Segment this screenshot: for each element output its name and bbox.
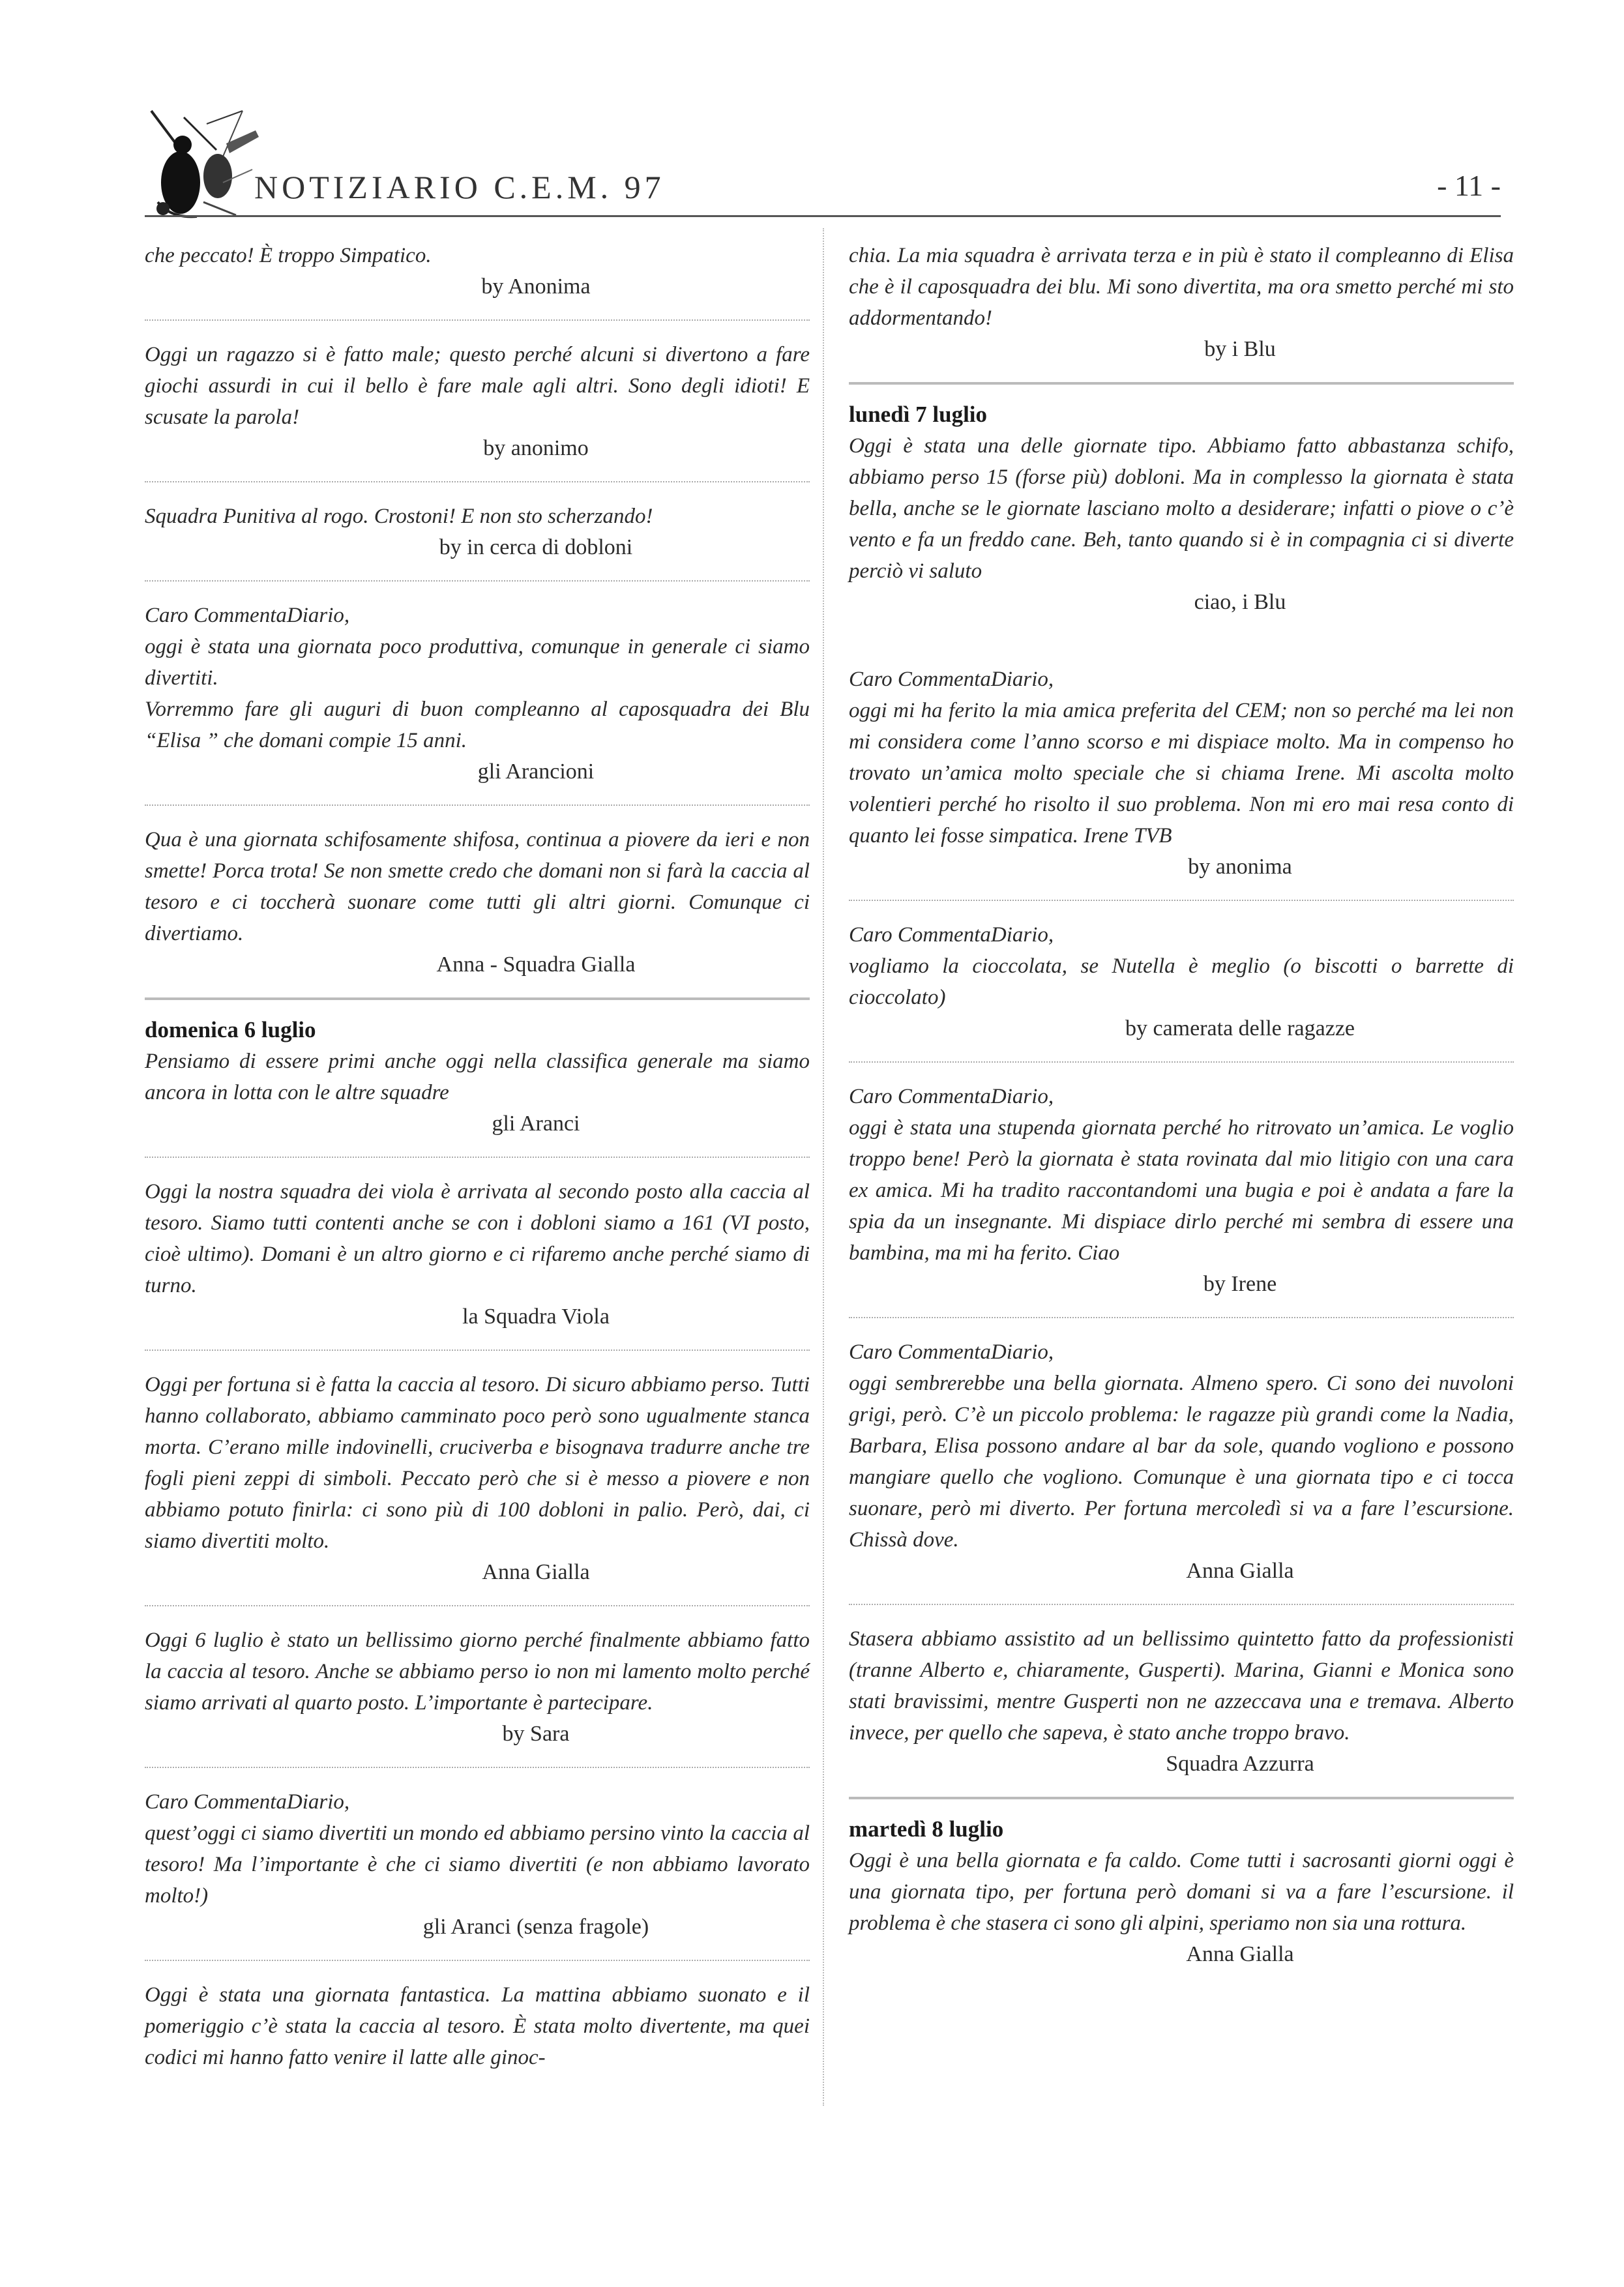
entry-signature: Anna Gialla bbox=[482, 1560, 590, 1584]
entry-signature: by anonima bbox=[1188, 855, 1292, 879]
music-figures-logo-icon bbox=[145, 104, 269, 222]
entry-text: Oggi un ragazzo si è fatto male; questo perché alcuni si divertono a fare giochi assurdi in cui il bello è fare male agli altri. Sono degli idioti! E scusate la parola! bbox=[145, 343, 810, 429]
day-separator bbox=[849, 382, 1514, 385]
entry-text: che peccato! È troppo Simpatico. bbox=[145, 244, 432, 267]
diary-entry bbox=[145, 1176, 810, 1333]
entry-signature: Anna Gialla bbox=[1186, 1942, 1294, 1966]
page-number: - 11 - bbox=[1437, 169, 1501, 202]
diary-entry bbox=[145, 501, 810, 563]
page-header bbox=[145, 104, 1501, 228]
diary-entry bbox=[145, 1369, 810, 1588]
day-separator bbox=[849, 1797, 1514, 1799]
day-separator bbox=[145, 997, 810, 1000]
entry-separator bbox=[849, 900, 1514, 901]
entry-separator bbox=[849, 1604, 1514, 1605]
diary-entry bbox=[849, 1081, 1514, 1300]
entry-text: vogliamo la cioccolata, se Nutella è meglio (o biscotti o barrette di cioccolato) bbox=[849, 954, 1514, 1009]
entry-signature: ciao, i Blu bbox=[1194, 590, 1286, 614]
entry-greeting: Caro CommentaDiario, bbox=[145, 1790, 350, 1814]
entry-text: Qua è una giornata schifosamente shifosa, continua a piovere da ieri e non smette! Porca trota! Se non smette credo che domani non si farà la caccia al tesoro e ci toccherà suonare come tutti gli altri giorni. Comunque ci divertiamo. bbox=[145, 828, 810, 945]
diary-day-entry bbox=[849, 399, 1514, 618]
right-column bbox=[849, 240, 1514, 1970]
entry-text: Pensiamo di essere primi anche oggi nella classifica generale ma siamo ancora in lotta con le altre squadre bbox=[145, 1050, 810, 1104]
diary-entry bbox=[849, 1336, 1514, 1587]
entry-signature: la Squadra Viola bbox=[462, 1305, 610, 1329]
entry-text: Oggi la nostra squadra dei viola è arrivata al secondo posto alla caccia al tesoro. Siamo tutti contenti anche se con i dobloni siamo a 161 (VI posto, cioè ultimo). Domani è un altro giorno e ci rifaremo anche perché siamo di turno. bbox=[145, 1180, 810, 1297]
entry-greeting: Caro CommentaDiario, bbox=[849, 668, 1054, 691]
entry-text: chia. La mia squadra è arrivata terza e in più è stato il compleanno di Elisa che è il caposquadra dei blu. Mi sono divertita, ma ora smetto perché mi sto addormentando! bbox=[849, 244, 1514, 330]
entry-text: Vorremmo fare gli auguri di buon compleanno al caposquadra dei Blu “Elisa ” che domani compie 15 anni. bbox=[145, 698, 810, 752]
entry-separator bbox=[145, 1960, 810, 1961]
entry-signature: Anna Gialla bbox=[1186, 1559, 1294, 1583]
newsletter-title: NOTIZIARIO C.E.M. 97 bbox=[254, 169, 665, 205]
entry-signature: by i Blu bbox=[1204, 337, 1276, 361]
entry-signature: Anna - Squadra Gialla bbox=[436, 952, 636, 977]
entry-date: lunedì 7 luglio bbox=[849, 402, 988, 427]
diary-entry bbox=[849, 1623, 1514, 1780]
entry-separator bbox=[145, 319, 810, 321]
entry-text: Oggi per fortuna si è fatta la caccia al tesoro. Di sicuro abbiamo perso. Tutti hanno collaborato, abbiamo camminato poco però sono ugualmente stanca morta. C’erano mille indovinelli, cruciverba e bisognava tradurre anche tre fogli pieni zeppi di simboli. Peccato però che si è messo a piovere e non abbiamo potuto finirla: ci sono più di 100 dobloni in palio. Però, dai, ci siamo divertiti molto. bbox=[145, 1373, 810, 1553]
entry-signature: by Anonima bbox=[481, 274, 591, 299]
diary-entry bbox=[145, 1786, 810, 1943]
entry-signature: by Sara bbox=[502, 1722, 570, 1746]
entry-greeting: Caro CommentaDiario, bbox=[145, 604, 350, 627]
diary-entry bbox=[145, 600, 810, 788]
entry-text: oggi mi ha ferito la mia amica preferita del CEM; non so perché ma lei non mi considera come l’anno scorso e mi dispiace molto. Ma in compenso ho trovato un’amica molto speciale che si chiama Irene. Mi ascolta molto volentieri perché ho risolto il suo problema. Non mi ero mai resa conto di quanto lei fosse simpatica. Irene TVB bbox=[849, 699, 1514, 848]
entry-greeting: Caro CommentaDiario, bbox=[849, 1340, 1054, 1364]
entry-signature: by camerata delle ragazze bbox=[1125, 1016, 1355, 1040]
entry-separator bbox=[145, 804, 810, 806]
entry-text: Squadra Punitiva al rogo. Crostoni! E non sto scherzando! bbox=[145, 505, 653, 528]
diary-day-entry bbox=[849, 1814, 1514, 1970]
diary-entry bbox=[849, 240, 1514, 365]
diary-entry bbox=[145, 1625, 810, 1750]
entry-separator bbox=[145, 1350, 810, 1351]
entry-separator bbox=[145, 1605, 810, 1606]
entry-signature: gli Arancioni bbox=[477, 760, 595, 784]
entry-text: oggi è stata una stupenda giornata perché ho ritrovato un’amica. Le voglio troppo bene! Però la giornata è stata rovinata dal mio litigio con una cara ex amica. Mi ha tradito raccontandomi una bugia e poi è andata a fare la spia da un insegnante. Mi dispiace dirlo perché mi sembra di essere una bambina, ma mi ha ferito. Ciao bbox=[849, 1116, 1514, 1265]
entry-signature: by Irene bbox=[1203, 1272, 1277, 1296]
entry-signature: by in cerca di dobloni bbox=[439, 535, 633, 559]
entry-text: oggi sembrerebbe una bella giornata. Almeno spero. Ci sono dei nuvoloni grigi, però. C’è un piccolo problema: le ragazze più grandi come la Nadia, Barbara, Elisa possono andare al bar da sole, quando vogliono e possono mangiare quello che vogliono. Comunque è una giornata tipo e ci tocca suonare, però mi diverto. Per fortuna mercoledì si va a fare l’escursione. Chissà dove. bbox=[849, 1372, 1514, 1552]
entry-text: Oggi 6 luglio è stato un bellissimo giorno perché finalmente abbiamo fatto la caccia al tesoro. Anche se abbiamo perso io non mi lamento molto perché siamo arrivati al quarto posto. L’importante è partecipare. bbox=[145, 1629, 810, 1715]
entry-text: Oggi è una bella giornata e fa caldo. Come tutti i sacrosanti giorni oggi è una giornata tipo, per fortuna però domani si va a fare l’escursione. il problema è che stasera ci sono gli alpini, speriamo non sia una rottura. bbox=[849, 1849, 1514, 1935]
diary-entry bbox=[145, 824, 810, 981]
entry-greeting: Caro CommentaDiario, bbox=[849, 923, 1054, 947]
entry-separator bbox=[145, 481, 810, 482]
entry-date: domenica 6 luglio bbox=[145, 1017, 316, 1042]
entry-text: oggi è stata una giornata poco produttiva, comunque in generale ci siamo divertiti. bbox=[145, 635, 810, 690]
entry-separator bbox=[145, 1767, 810, 1768]
column-divider bbox=[823, 228, 824, 2106]
diary-entry bbox=[849, 664, 1514, 883]
entry-signature: gli Aranci bbox=[492, 1112, 580, 1136]
entry-date: martedì 8 luglio bbox=[849, 1816, 1004, 1842]
entry-signature: gli Aranci (senza fragole) bbox=[422, 1915, 649, 1939]
entry-separator bbox=[145, 580, 810, 582]
diary-entry bbox=[145, 339, 810, 464]
entry-signature: by anonimo bbox=[483, 436, 589, 460]
entry-text: Stasera abbiamo assistito ad un bellissimo quintetto fatto da professionisti (tranne Alberto e, chiaramente, Gusperti). Marina, Gianni e Monica sono stati bravissimi, mentre Gusperti non ne azzeccava una e tremava. Alberto invece, per quello che sapeva, è stato anche troppo bravo. bbox=[849, 1627, 1514, 1745]
diary-entry bbox=[145, 1979, 810, 2073]
header-rule bbox=[145, 215, 1501, 217]
entry-separator bbox=[145, 1157, 810, 1158]
entry-text: Oggi è stata una giornata fantastica. La mattina abbiamo suonato e il pomeriggio c’è stata la caccia al tesoro. È stata molto divertente, ma quei codici mi hanno fatto venire il latte alle ginoc- bbox=[145, 1983, 810, 2069]
diary-entry bbox=[145, 240, 810, 302]
entry-text: Oggi è stata una delle giornate tipo. Abbiamo fatto abbastanza schifo, abbiamo perso 15 (forse più) dobloni. Ma in complesso la giornata è stata bella, anche se le giornate lasciano molto a desiderare; infatti o piove o c’è vento e fa un freddo cane. Beh, tanto quando si è in compagnia ci si diverte perciò vi saluto bbox=[849, 434, 1514, 583]
entry-greeting: Caro CommentaDiario, bbox=[849, 1085, 1054, 1108]
entry-signature: Squadra Azzurra bbox=[1166, 1752, 1314, 1776]
diary-day-entry bbox=[145, 1014, 810, 1140]
entry-separator bbox=[849, 1061, 1514, 1063]
entry-separator bbox=[849, 1317, 1514, 1318]
diary-entry bbox=[849, 919, 1514, 1044]
entry-text: quest’oggi ci siamo divertiti un mondo ed abbiamo persino vinto la caccia al tesoro! Ma l’importante è che ci siamo divertiti (e non abbiamo lavorato molto!) bbox=[145, 1822, 810, 1908]
left-column bbox=[145, 240, 810, 2073]
